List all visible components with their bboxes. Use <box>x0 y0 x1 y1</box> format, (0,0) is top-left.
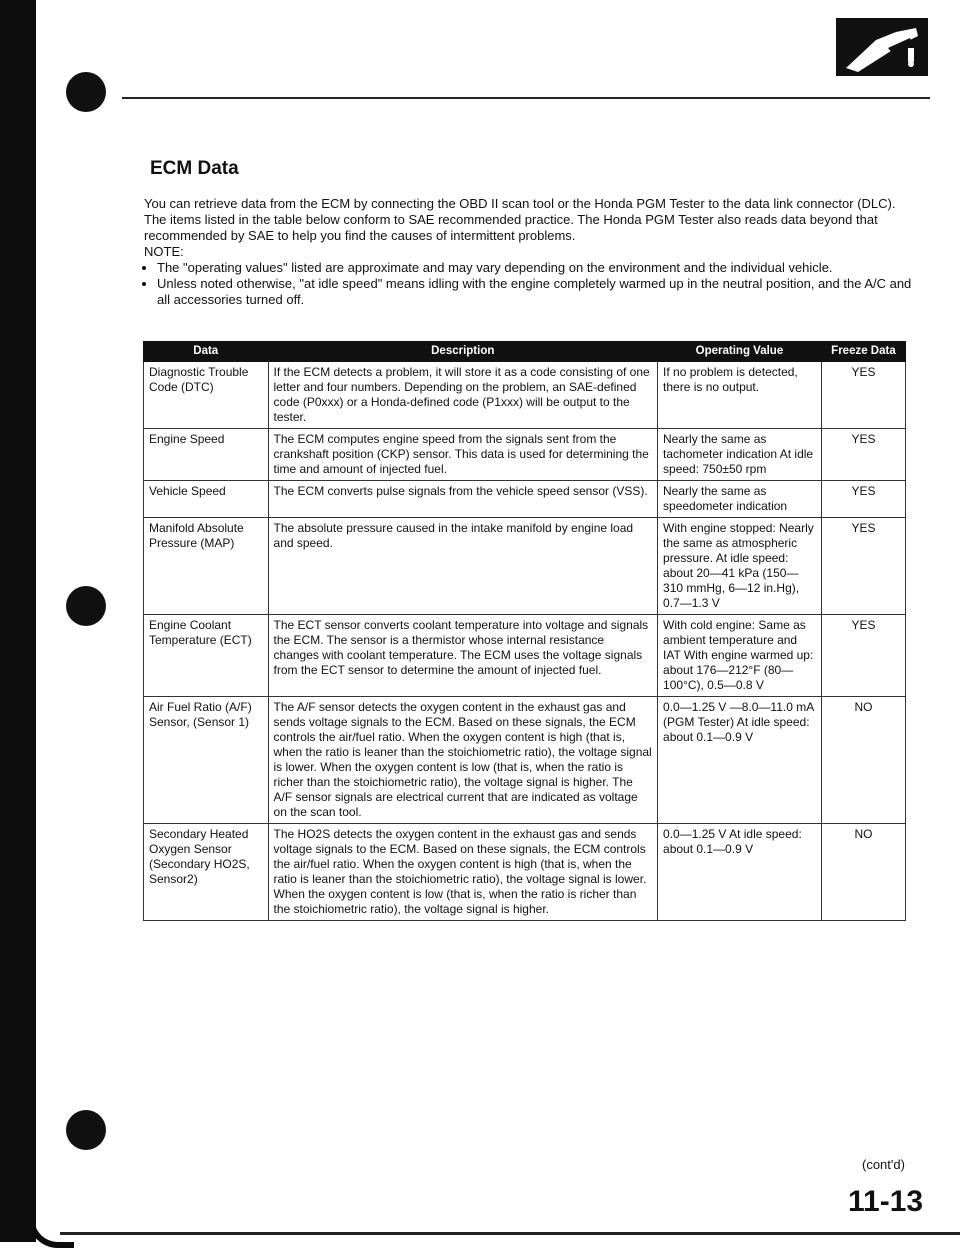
cell-operating-value: Nearly the same as speedometer indication <box>658 481 822 518</box>
cell-data: Vehicle Speed <box>144 481 269 518</box>
table-row <box>144 429 906 481</box>
cell-data: Engine Coolant Temperature (ECT) <box>144 615 269 697</box>
header-description: Description <box>268 342 658 362</box>
header-data: Data <box>144 342 269 362</box>
cell-operating-value: 0.0—1.25 V At idle speed: about 0.1—0.9 V <box>658 824 822 921</box>
cell-description: The ECM computes engine speed from the signals sent from the crankshaft position (CKP) sensor. This data is used for determining the time and amount of injected fuel. <box>268 429 658 481</box>
cell-operating-value: If no problem is detected, there is no output. <box>658 362 822 429</box>
cell-freeze: YES <box>821 429 905 481</box>
header-rule <box>122 97 930 99</box>
cell-data: Manifold Absolute Pressure (MAP) <box>144 518 269 615</box>
table-row <box>144 481 906 518</box>
table-row <box>144 518 906 615</box>
note-label: NOTE: <box>144 244 184 259</box>
cell-operating-value: 0.0—1.25 V —8.0—11.0 mA (PGM Tester) At idle speed: about 0.1—0.9 V <box>658 697 822 824</box>
table-row <box>144 362 906 429</box>
cell-description: If the ECM detects a problem, it will store it as a code consisting of one letter and four numbers. Depending on the problem, an SAE-defined code (P0xxx) or a Honda-defined code (P1xxx) will be output to the tester. <box>268 362 658 429</box>
intro-paragraph: You can retrieve data from the ECM by connecting the OBD II scan tool or the Honda PGM Tester to the data link connector (DLC). The items listed in the table below conform to SAE recommended practice. The Honda PGM Tester also reads data beyond that recommended by SAE to help you find the causes of intermittent problems. <box>144 196 896 243</box>
continued-label: (cont'd) <box>862 1157 905 1172</box>
header-freeze-data: Freeze Data <box>821 342 905 362</box>
cell-operating-value: Nearly the same as tachometer indication At idle speed: 750±50 rpm <box>658 429 822 481</box>
cell-description: The ECT sensor converts coolant temperature into voltage and signals the ECM. The sensor is a thermistor whose internal resistance changes with coolant temperature. The ECM uses the voltage signals from the ECT sensor to determine the amount of injected fuel. <box>268 615 658 697</box>
cell-freeze: YES <box>821 518 905 615</box>
page-number: 11-13 <box>848 1185 924 1218</box>
cell-operating-value: With engine stopped: Nearly the same as atmospheric pressure. At idle speed: about 20—41 kPa (150—310 mmHg, 6—12 in.Hg), 0.7—1.3 V <box>658 518 822 615</box>
cell-data: Diagnostic Trouble Code (DTC) <box>144 362 269 429</box>
cell-description: The A/F sensor detects the oxygen content in the exhaust gas and sends voltage signals to the ECM. Based on these signals, the ECM controls the air/fuel ratio. When the oxygen content is high (that is, when the ratio is leaner than the stoichiometric ratio), the voltage signal is lower. When the oxygen content is low (that is, when the ratio is richer than the stoichiometric ratio), the voltage signal is higher. The A/F sensor signals are electrical current that are indicated as voltage on the scan tool. <box>268 697 658 824</box>
cell-freeze: YES <box>821 481 905 518</box>
cell-data: Engine Speed <box>144 429 269 481</box>
note-item: • The "operating values" listed are approximate and may vary depending on the environment and the individual vehicle. <box>157 260 914 276</box>
cell-description: The HO2S detects the oxygen content in the exhaust gas and sends voltage signals to the ECM. Based on these signals, the ECM controls the air/fuel ratio. When the oxygen content is high (that is, when the ratio is leaner than the stoichiometric ratio), the voltage signal is lower. When the oxygen content is low (that is, when the ratio is richer than the stoichiometric ratio), the voltage signal is higher. <box>268 824 658 921</box>
bottom-rule <box>60 1232 960 1235</box>
cell-data: Secondary Heated Oxygen Sensor (Secondary HO2S, Sensor2) <box>144 824 269 921</box>
cell-freeze: YES <box>821 615 905 697</box>
section-title: ECM Data <box>150 158 239 179</box>
cell-freeze: NO <box>821 697 905 824</box>
engine-control-icon <box>836 18 928 76</box>
ecm-data-table <box>143 341 906 921</box>
cell-description: The absolute pressure caused in the intake manifold by engine load and speed. <box>268 518 658 615</box>
binder-hole-middle <box>66 586 106 626</box>
binder-hole-bottom <box>66 1110 106 1150</box>
cell-freeze: YES <box>821 362 905 429</box>
table-row <box>144 824 906 921</box>
binding-spine <box>0 0 36 1242</box>
cell-freeze: NO <box>821 824 905 921</box>
binder-hole-top <box>66 72 106 112</box>
cell-operating-value: With cold engine: Same as ambient temperature and IAT With engine warmed up: about 176—212°F (80—100°C), 0.5—0.8 V <box>658 615 822 697</box>
table-row <box>144 615 906 697</box>
table-row <box>144 697 906 824</box>
intro-text <box>144 196 914 308</box>
cell-data: Air Fuel Ratio (A/F) Sensor, (Sensor 1) <box>144 697 269 824</box>
table-header-row <box>144 342 906 362</box>
header-operating-value: Operating Value <box>658 342 822 362</box>
cell-description: The ECM converts pulse signals from the vehicle speed sensor (VSS). <box>268 481 658 518</box>
note-item: • Unless noted otherwise, "at idle speed" means idling with the engine completely warmed up in the neutral position, and the A/C and all accessories turned off. <box>157 276 914 308</box>
note-list <box>144 260 914 308</box>
